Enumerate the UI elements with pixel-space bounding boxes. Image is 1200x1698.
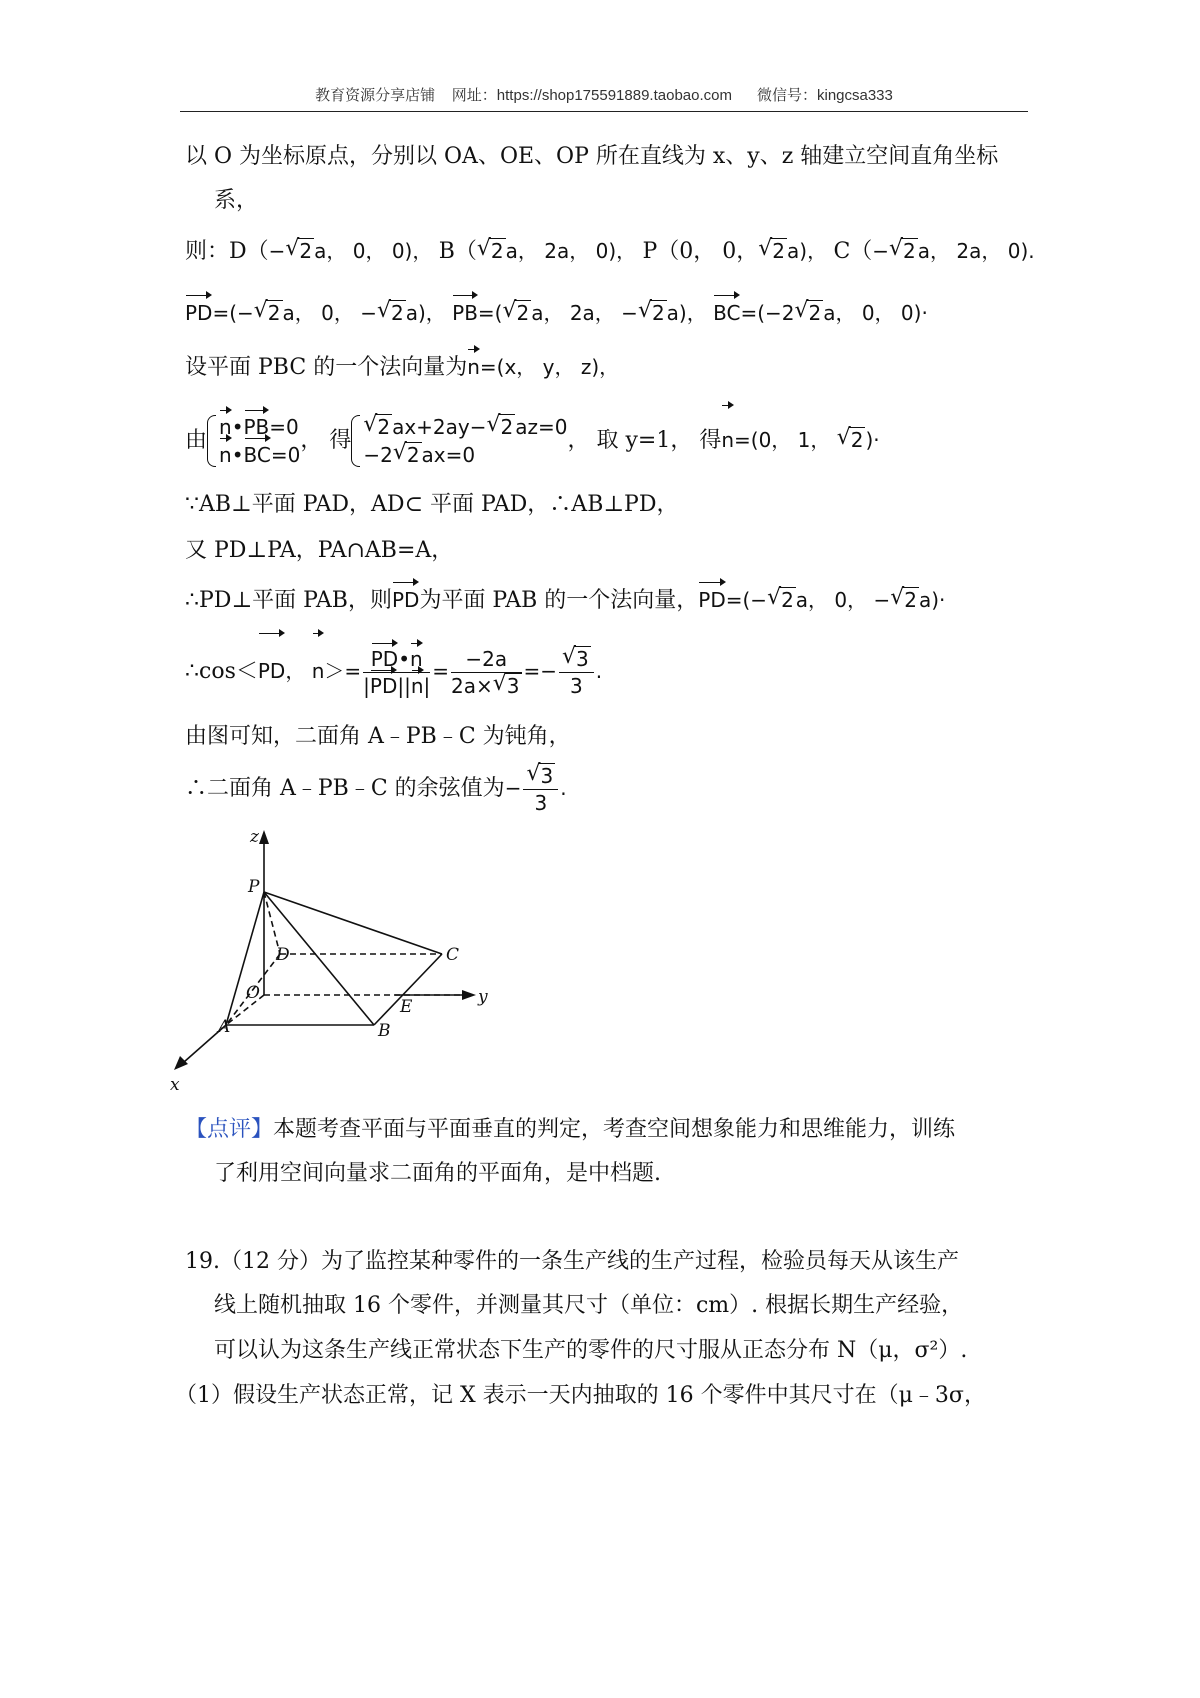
edge-PA xyxy=(226,892,264,1025)
normal-vector-symbol: n xyxy=(467,352,480,382)
edge-PC xyxy=(264,892,442,954)
comment-text-1: 本题考查平面与平面垂直的判定，考查空间想象能力和思维能力，训练 xyxy=(273,1117,956,1142)
vectors-line: PD=(− √ 2 a， 0， − √ 2 a)， PB=( √ 2 a， 2a， − √ 2 a)， BC=(−2 √ 2 a， 0， 0)· xyxy=(185,298,928,328)
pd-normal-mid: 为平面 PAB 的一个法向量， xyxy=(419,588,699,613)
comment-line-1 xyxy=(185,1115,955,1145)
comment-tag: 【点评】 xyxy=(185,1117,274,1142)
label-y: y xyxy=(478,987,488,1007)
system-tail: ， 取 y=1， 得 xyxy=(567,428,722,453)
question-19-line-2: 线上随机抽取 16 个零件，并测量其尺寸（单位：cm）. 根据长期生产经验， xyxy=(214,1293,964,1318)
solved-system: √ 2 ax+2ay− √ 2 az=0 −2 √ 2 ax=0 xyxy=(351,413,567,469)
pd-normal-prefix: ∴PD⊥平面 PAB，则 xyxy=(185,588,392,613)
label-O: O xyxy=(246,983,260,1003)
normal-vector-components: =(x， y， z)， xyxy=(479,355,620,379)
system-prefix: 由 xyxy=(185,428,208,453)
label-z: z xyxy=(250,827,259,847)
equation-system-line: 由 n•PB=0 n•BC=0 ， 得 √ 2 ax+2ay− √ 2 az=0 −2 √ 2 ax=0 ， 取 y=1， 得n=(0， 1， √ 2 )· xyxy=(185,408,880,472)
label-E: E xyxy=(400,997,413,1017)
system-mid: ， 得 xyxy=(300,428,352,453)
cosine-line: ∴cos＜PD， n＞= $\frac{PD•n}{|PD||n|}$ = −2a 2a× √ 3 =− √ 3 3 . xyxy=(185,636,602,706)
coords-prefix: 则：D（ xyxy=(185,239,269,264)
page-header: 教育资源分享店铺 网址：https://shop175591889.taobao.com 微信号：kingcsa333 xyxy=(315,87,893,104)
text-line-2: 系， xyxy=(214,188,259,213)
label-P: P xyxy=(248,877,260,897)
question-19-line-3: 可以认为这条生产线正常状态下生产的零件的尺寸服从正态分布 N（μ，σ²）. xyxy=(214,1338,968,1363)
label-C: C xyxy=(446,945,460,965)
pyramid-figure xyxy=(160,820,520,1110)
text-line-8: 又 PD⊥PA，PA∩AB=A， xyxy=(185,538,454,563)
label-x: x xyxy=(170,1075,180,1095)
y-axis-arrow xyxy=(462,990,476,1000)
pd-normal-line: ∴PD⊥平面 PAB，则PD为平面 PAB 的一个法向量，PD=(− √ 2 a， 0， − √ 2 a)· xyxy=(185,585,946,613)
label-D: D xyxy=(276,945,290,965)
answer-prefix: ∴二面角 A﹣PB﹣C 的余弦值为 xyxy=(185,776,505,801)
z-axis-arrow xyxy=(259,830,269,844)
x-axis-arrow xyxy=(174,1056,188,1070)
question-19-line-1: 19.（12 分）为了监控某种零件的一条生产线的生产过程，检验员每天从该生产 xyxy=(185,1249,959,1274)
label-B: B xyxy=(378,1021,391,1041)
text-line-11: 由图可知，二面角 A﹣PB﹣C 为钝角， xyxy=(185,724,571,749)
answer-line: ∴二面角 A﹣PB﹣C 的余弦值为− √ 3 3 . xyxy=(185,761,567,815)
dot-product-system: n•PB=0 n•BC=0 xyxy=(207,413,300,469)
text-line-1: 以 O 为坐标原点，分别以 OA、OE、OP 所在直线为 x、y、z 轴建立空间直角坐标 xyxy=(185,144,999,169)
header-divider xyxy=(180,111,1028,112)
question-19-line-4: （1）假设生产状态正常，记 X 表示一天内抽取的 16 个零件中其尺寸在（μ﹣3σ， xyxy=(175,1383,986,1408)
coordinates-line: 则：D（− √ 2 a， 0， 0)， B（ √ 2 a， 2a， 0)， P（0， 0， √ 2 a)， C（− √ 2 a， 2a， 0). xyxy=(185,236,1035,264)
normal-vector-text: 设平面 PBC 的一个法向量为 xyxy=(185,355,468,380)
label-A: A xyxy=(218,1017,231,1037)
normal-vector-line xyxy=(185,352,619,383)
text-line-7: ∵AB⊥平面 PAD，AD⊂ 平面 PAD，∴AB⊥PD， xyxy=(185,492,679,517)
cosine-prefix: ∴cos＜ xyxy=(185,659,258,684)
comment-line-2: 了利用空间向量求二面角的平面角，是中档题. xyxy=(214,1161,661,1186)
